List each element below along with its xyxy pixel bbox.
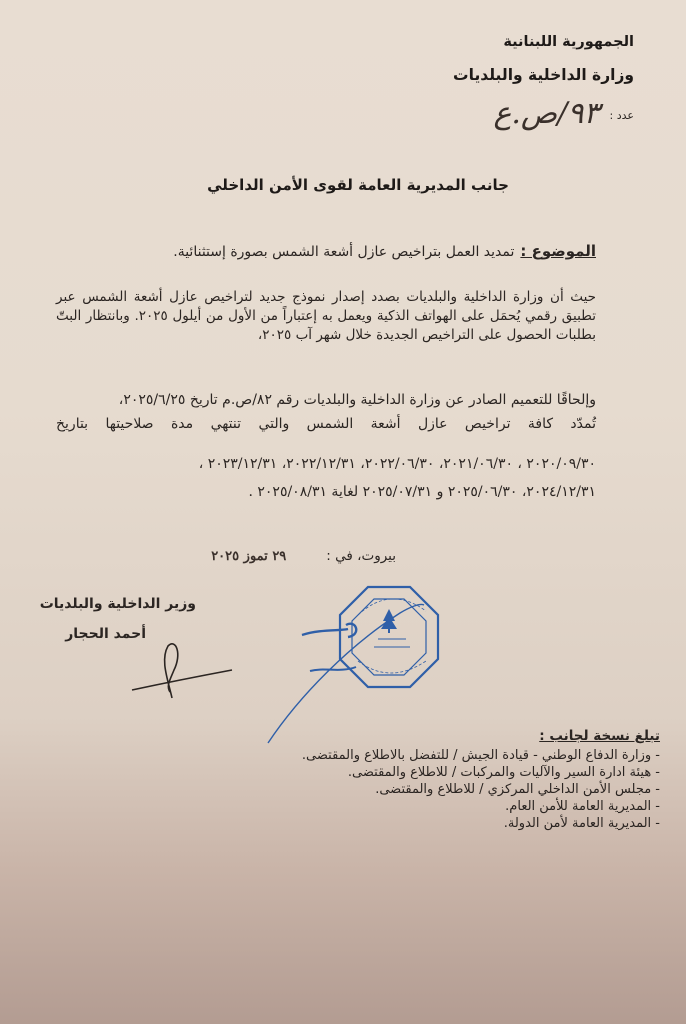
cc-item: - المديرية العامة لأمن الدولة. bbox=[503, 816, 660, 831]
place-label: بيروت، في : bbox=[326, 548, 396, 564]
reference-label: عدد : bbox=[609, 109, 634, 122]
cedar-icon bbox=[381, 609, 397, 629]
stamp-outer-octagon bbox=[340, 587, 438, 687]
body-paragraph-2 bbox=[56, 388, 596, 436]
signature-stroke-horizontal bbox=[132, 670, 232, 690]
cc-item: - مجلس الأمن الداخلي المركزي / للاطلاع والمقتضى. bbox=[375, 782, 660, 797]
reference-value: ٩٣/ص.ع bbox=[493, 96, 600, 131]
subject-line bbox=[173, 242, 596, 260]
copy-distribution bbox=[302, 728, 660, 832]
date-value: ٢٩ تموز ٢٠٢٥ bbox=[211, 549, 287, 564]
place-and-date bbox=[211, 548, 396, 564]
cc-item: - المديرية العامة للأمن العام. bbox=[505, 799, 660, 814]
recipient-line: جانب المديرية العامة لقوى الأمن الداخلي bbox=[207, 176, 509, 194]
expiry-dates bbox=[56, 450, 596, 506]
subject-label: الموضوع : bbox=[520, 242, 596, 260]
cc-item: - هيئة ادارة السير والآليات والمركبات / للاطلاع والمقتضى. bbox=[347, 765, 660, 780]
dates-line-1: ٢٠٢٠/٠٩/٣٠ ، ٢٠٢١/٠٦/٣٠، ٢٠٢٢/٠٦/٣٠، ٢٠٢٢/١٢/٣١، ٢٠٢٣/١٢/٣١ ، bbox=[198, 456, 596, 472]
header-republic: الجمهورية اللبنانية bbox=[503, 34, 634, 50]
signature-stroke-loop bbox=[165, 644, 178, 698]
minister-name: أحمد الحجار bbox=[65, 626, 146, 642]
minister-title: وزير الداخلية والبلديات bbox=[39, 596, 196, 612]
cc-list bbox=[302, 747, 660, 832]
cc-title: تبلغ نسخة لجانب : bbox=[539, 728, 660, 744]
cc-item: - وزارة الدفاع الوطني - قيادة الجيش / للتفضل بالاطلاع والمقتضى. bbox=[301, 748, 660, 763]
stamp-signature-stroke bbox=[268, 604, 424, 743]
cedar-trunk bbox=[388, 629, 390, 633]
handwritten-note-1 bbox=[302, 624, 356, 637]
paragraph-2-line-2: تُمدّد كافة تراخيص عازل أشعة الشمس والتي تنتهي مدة صلاحيتها بتاريخ bbox=[56, 416, 596, 432]
reference-number bbox=[493, 98, 634, 133]
header-ministry: وزارة الداخلية والبلديات bbox=[453, 66, 634, 84]
dates-line-2: ٢٠٢٤/١٢/٣١، ٢٠٢٥/٠٦/٣٠ و ٢٠٢٥/٠٧/٣١ لغاية ٢٠٢٥/٠٨/٣١ . bbox=[248, 484, 596, 500]
body-paragraph-1: حيث أن وزارة الداخلية والبلديات بصدد إصدار نموذج جديد لتراخيص عازل أشعة الشمس عبر تطبيق رقمي يُحمَل على الهواتف الذكية ويعمل به إعتباراً من الأول من أيلول ٢٠٢٥. وبانتظار البتّ بطلبات الحصول على التراخيص الجديدة خلال شهر آب ٢٠٢٥، bbox=[56, 289, 596, 343]
paragraph-2-line-1: وإلحاقًا للتعميم الصادر عن وزارة الداخلية والبلديات رقم ٨٢/ص.م تاريخ ٢٠٢٥/٦/٢٥، bbox=[118, 392, 596, 408]
subject-text: تمديد العمل بتراخيص عازل أشعة الشمس بصورة إستثنائية. bbox=[173, 244, 515, 260]
minister-signature bbox=[120, 640, 240, 700]
stamp-outer-text-top bbox=[358, 599, 426, 615]
